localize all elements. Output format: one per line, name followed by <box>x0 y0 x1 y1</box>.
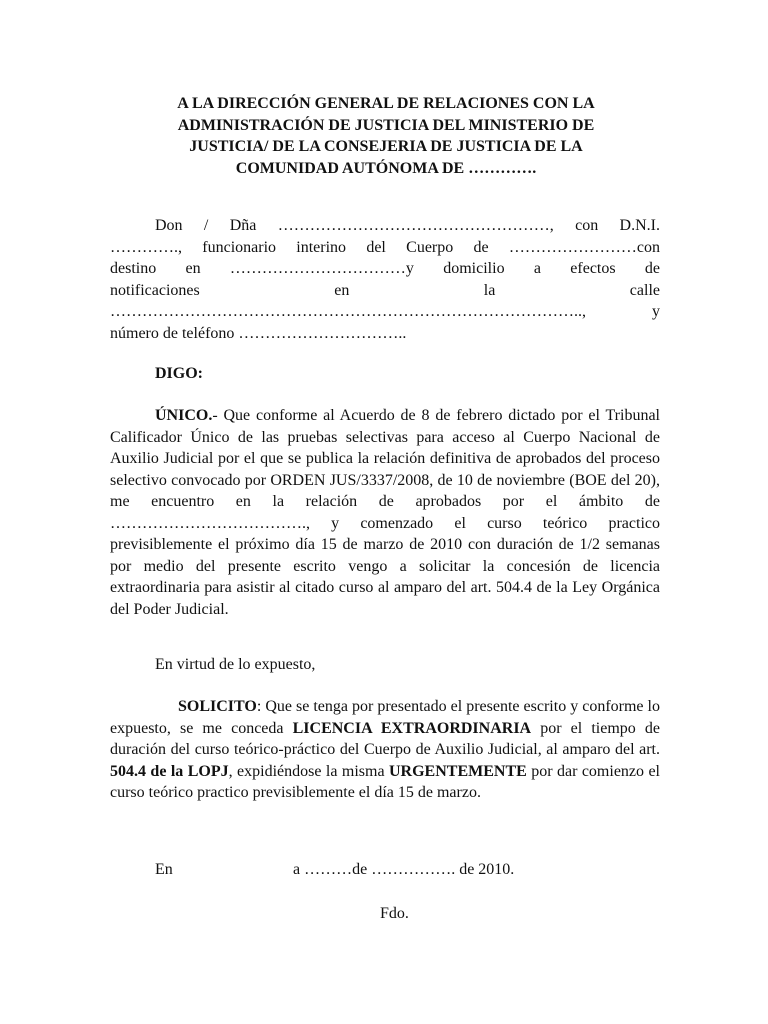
date-line: a ………de ……………. de 2010. <box>293 861 515 878</box>
intro-line: número de teléfono ………………………….. <box>110 324 407 342</box>
solicito-text: por el tiempo de duración del curso teórico-práctico del Cuerpo de Auxilio Judicial, al amparo del art. <box>110 719 660 758</box>
solicito-label: SOLICITO <box>178 698 257 715</box>
date-place: En <box>155 861 173 878</box>
header-line: A LA DIRECCIÓN GENERAL DE RELACIONES CON LA <box>177 95 595 112</box>
virtud-line: En virtud de lo expuesto, <box>155 656 316 673</box>
addressee-header <box>120 93 652 179</box>
unico-label: ÚNICO. <box>155 407 213 424</box>
lopj-bold: 504.4 de la LOPJ <box>110 762 229 780</box>
header-line: JUSTICIA/ DE LA CONSEJERIA DE JUSTICIA DE LA <box>189 138 583 155</box>
header-line: ADMINISTRACIÓN DE JUSTICIA DEL MINISTERIO DE <box>177 116 595 134</box>
signature-label: Fdo. <box>380 905 409 922</box>
solicito-text: por dar comienzo el curso teórico practico previsiblemente el día 15 de marzo. <box>110 762 660 801</box>
intro-line: notificaciones en la calle <box>110 281 660 299</box>
intro-line: Don / Dña ……………………………………………, con D.N.I. <box>155 217 660 234</box>
solicito-text: , expidiéndose la misma <box>228 762 389 780</box>
solicito-text: : Que se tenga por presentado el presente escrito y conforme lo expuesto, se me conceda <box>110 698 660 737</box>
unico-text: - Que conforme al Acuerdo de 8 de febrero dictado por el Tribunal Calificador Único de las pruebas selectivas para acceso al Cuerpo Nacional de Auxilio Judicial por el que se publica la relación definitiva de aprobados del proceso selectivo convocado por ORDEN JUS/3337/2008, de 10 de noviembre (BOE del 20), me encuentro en la relación de aprobados por el ámbito de ………………………………., y comenzado el curso teórico practico previsiblemente el próximo día 15 de marzo de 2010 con duración de 1/2 semanas por medio del presente escrito vengo a solicitar la concesión de licencia extraordinaria para asistir al citado curso al amparo del art. 504.4 de la Ley Orgánica del Poder Judicial. <box>110 407 660 618</box>
licencia-bold: LICENCIA EXTRAORDINARIA <box>292 719 532 737</box>
intro-line: …………………………………………………………………………….., y <box>110 303 660 320</box>
unico-paragraph <box>110 405 660 620</box>
intro-line: destino en ……………………………y domicilio a efectos de <box>110 260 660 277</box>
intro-line: …………., funcionario interino del Cuerpo de ……………………con <box>110 238 660 256</box>
header-line: COMUNIDAD AUTÓNOMA DE …………. <box>235 159 537 177</box>
solicito-paragraph <box>110 696 660 804</box>
digo-heading: DIGO: <box>155 365 203 382</box>
intro-paragraph <box>110 215 660 344</box>
urgentemente-bold: URGENTEMENTE <box>388 762 527 780</box>
